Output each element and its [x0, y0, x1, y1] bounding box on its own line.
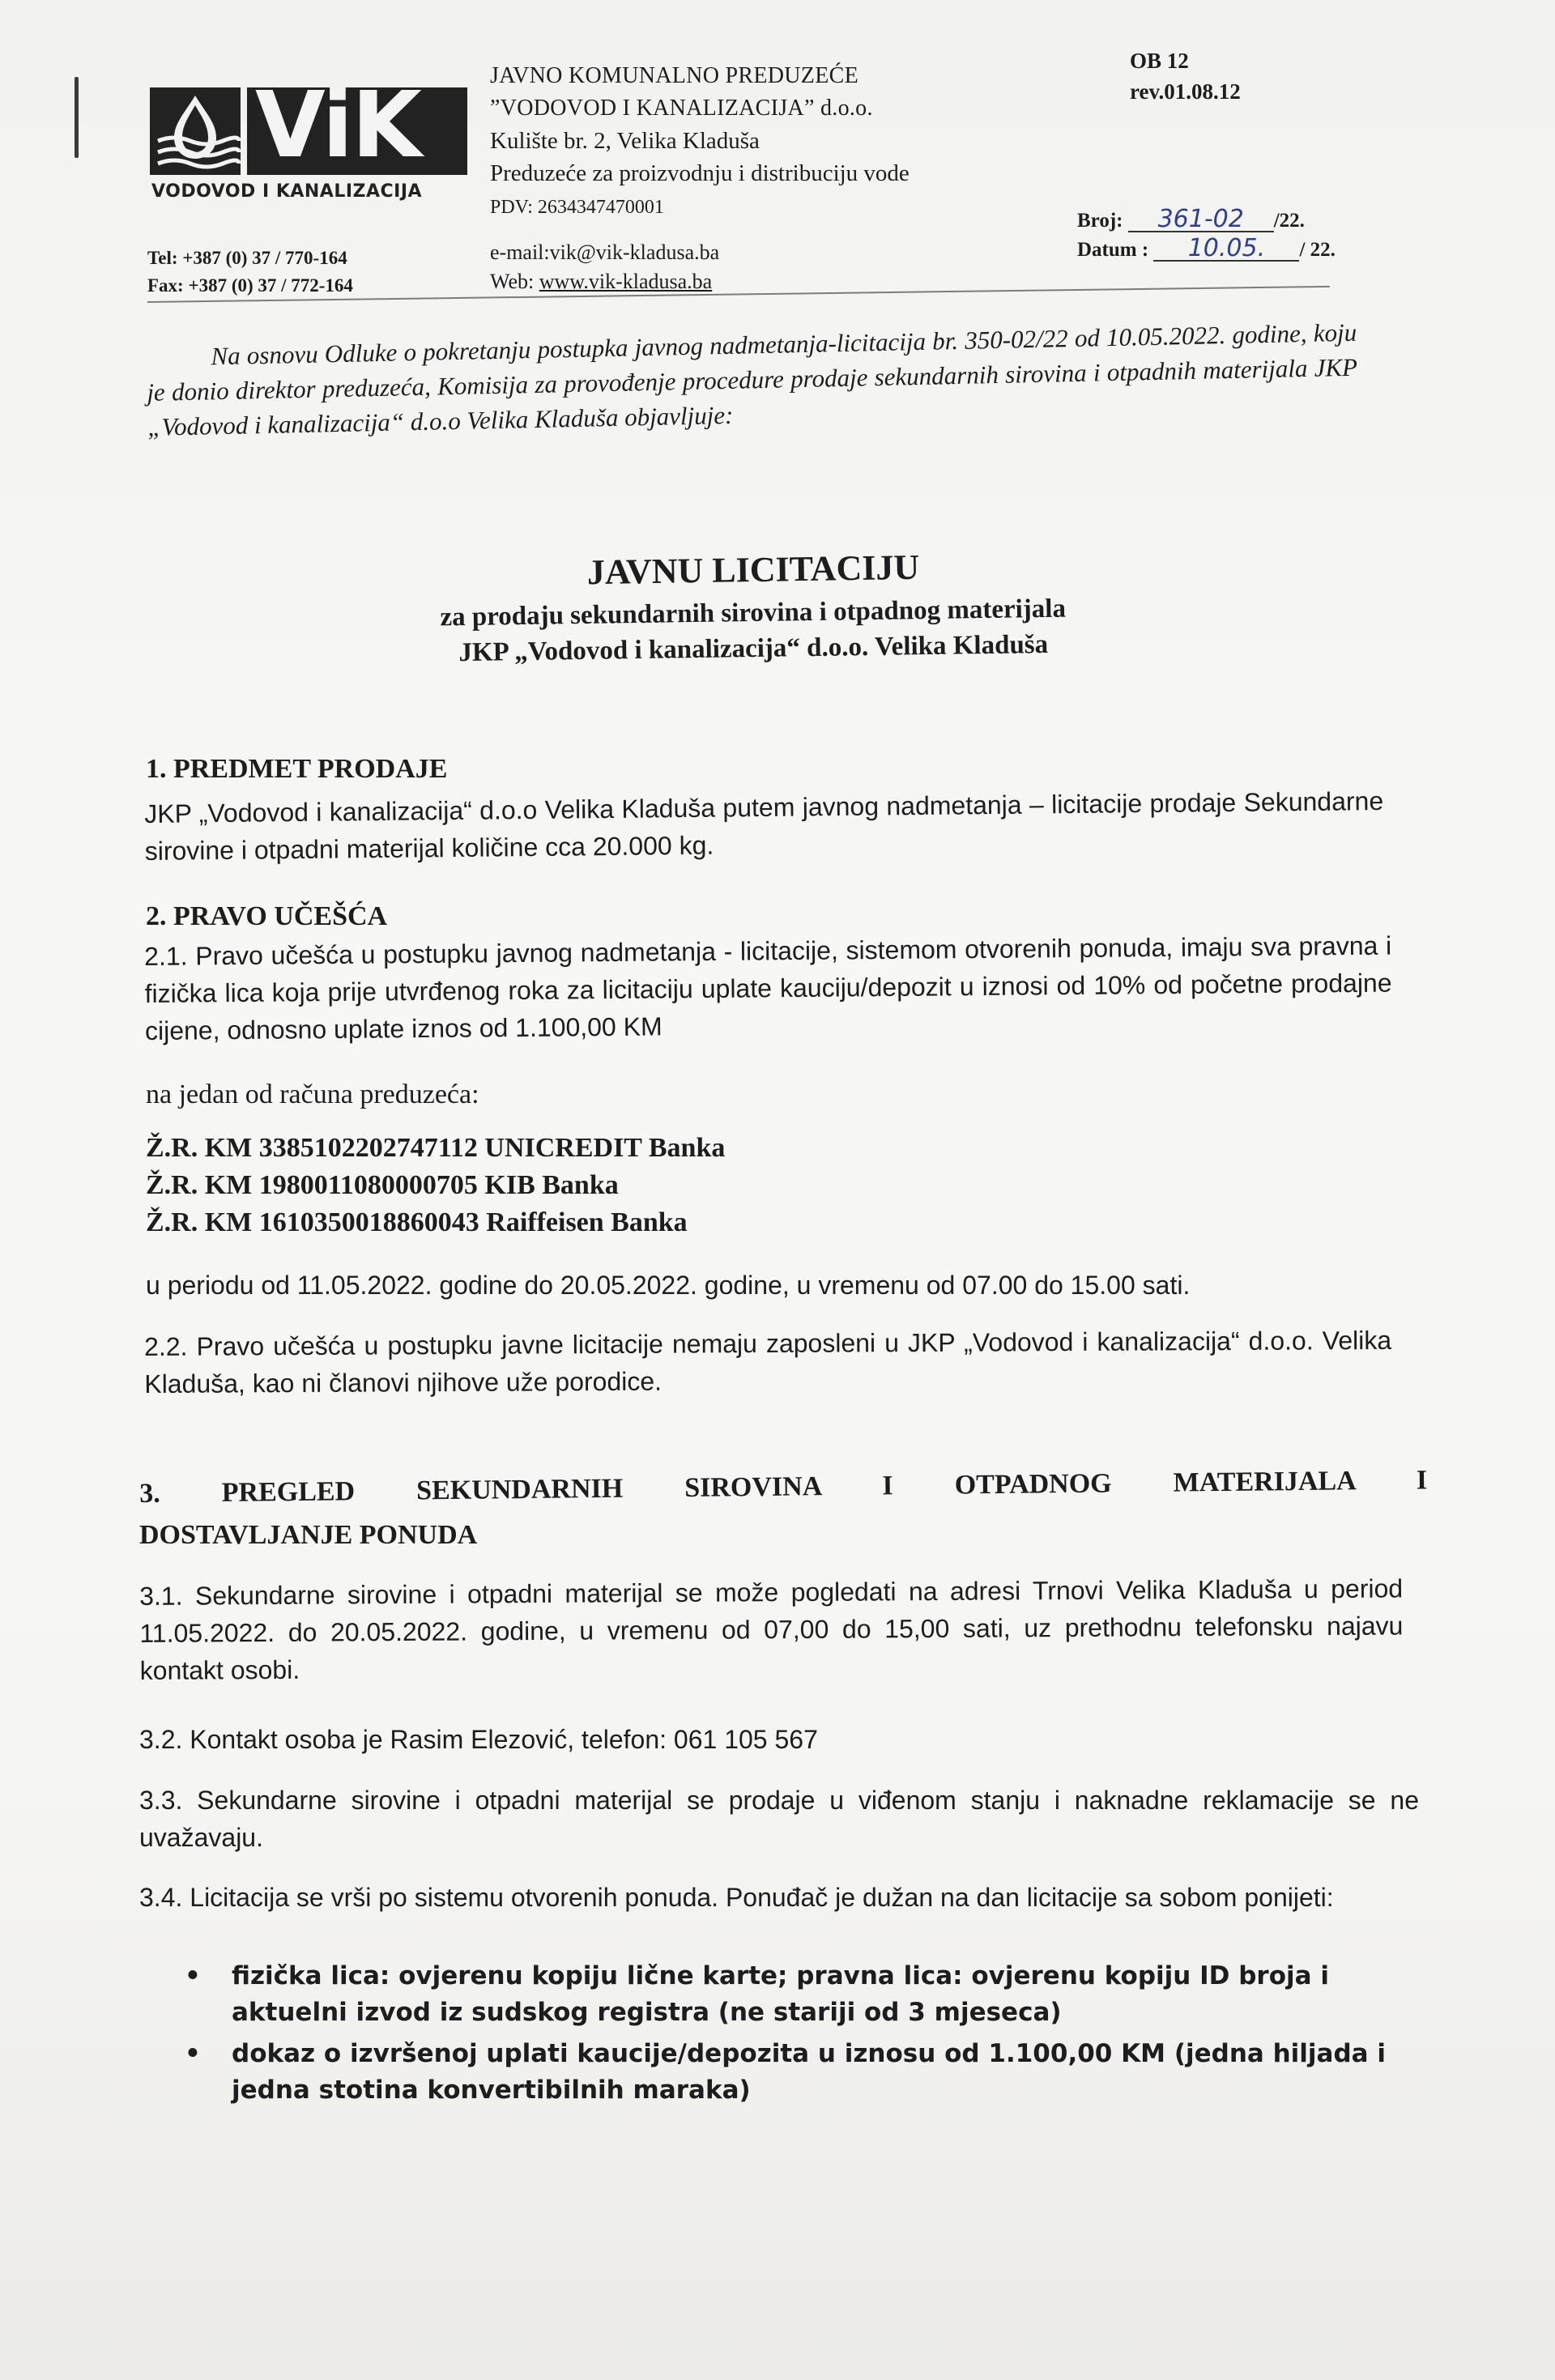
web-link[interactable]: www.vik-kladusa.ba: [539, 270, 713, 293]
document-subtitle: za prodaju sekundarnih sirovina i otpadnog materijala JKP „Vodovod i kanalizacija“ d.o.o. Velika Kladuša: [440, 594, 1067, 668]
form-revision: rev.01.08.12: [1130, 79, 1241, 104]
section-3-heading-line2: DOSTAVLJANJE PONUDA: [139, 1520, 478, 1550]
company-web: Web: www.vik-kladusa.ba: [490, 270, 713, 293]
list-item: • dokaz o izvršenoj uplati kaucije/depozita u iznosu od 1.100,00 KM (jedna hiljada i jedna stotina konvertibilnih maraka): [185, 2036, 1448, 2109]
company-contact: [490, 238, 910, 296]
account-unicredit: Ž.R. KM 3385102202747112 UNICREDIT Banka: [146, 1133, 726, 1163]
telephone: Tel: +387 (0) 37 / 770-164: [147, 248, 347, 268]
section-2-1-text: 2.1. Pravo učešća u postupku javnog nadmetanja - licitacije, sistemom otvorenih ponuda, imaju sva pravna i fizička lica koja prije utvrđenog roka za licitaciju uplate kauciju/depozit u iznosi od 10% od početne prodajne cijene, odnosno uplate iznos od 1.100,00 KM: [144, 930, 1392, 1045]
datum-line: Datum : 10.05. / 22.: [1077, 234, 1336, 262]
broj-handwritten: 361-02: [1128, 208, 1274, 232]
company-email: e-mail:vik@vik-kladusa.ba: [490, 241, 720, 264]
section-2-heading: 2. PRAVO UČEŠĆA: [146, 901, 388, 931]
form-code: OB 12: [1130, 49, 1189, 73]
list-item: • fizička lica: ovjerenu kopiju lične karte; pravna lica: ovjerenu kopiju ID broja i aktuelni izvod iz sudskog registra (ne stariji od 3 mjeseca): [185, 1958, 1448, 2031]
intro-paragraph: Na osnovu Odluke o pokretanju postupka javnog nadmetanja-licitacija br. 350-02/22 od 10.05.2022. godine, koju je donio direktor preduzeća, Komisija za provođenje procedure prodaje sekundarnih sirovina i otpadnih materijala JKP „Vodovod i kanalizacija“ d.o.o Velika Kladuša objavljuje:: [146, 317, 1358, 441]
company-pdv: PDV: 2634347470001: [490, 197, 664, 218]
company-info: [490, 60, 910, 296]
section-1-heading: 1. PREDMET PRODAJE: [146, 754, 448, 784]
form-code-block: [1130, 45, 1241, 107]
section-2-2-text: 2.2. Pravo učešća u postupku javne licitacije nemaju zaposleni u JKP „Vodovod i kanalizacija“ d.o.o. Velika Kladuša, kao ni članovi njihove uže porodice.: [144, 1325, 1392, 1399]
reference-block: [1077, 206, 1336, 265]
margin-mark: [75, 77, 79, 158]
section-3-2-text: 3.2. Kontakt osoba je Rasim Elezović, telefon: 061 105 567: [139, 1725, 818, 1754]
bullet-icon: •: [185, 2039, 201, 2068]
bullet-icon: •: [185, 1961, 201, 1990]
bank-accounts: [146, 1130, 725, 1241]
company-address: Kulište br. 2, Velika Kladuša: [490, 128, 760, 154]
required-documents-list: [185, 1958, 1448, 2114]
company-logo: [150, 73, 470, 202]
section-3-heading-line1: 3. PREGLED SEKUNDARNIH SIROVINA I OTPADNOG MATERIJALA I: [139, 1465, 1428, 1509]
section-3-3-text: 3.3. Sekundarne sirovine i otpadni materijal se prodaje u viđenom stanju i naknadne reklamacije se ne uvažavaju.: [139, 1786, 1419, 1852]
logo-wordmark: ViK: [247, 87, 467, 175]
broj-line: Broj: 361-02 /22.: [1077, 205, 1305, 233]
company-activity: Preduzeće za proizvodnju i distribuciju vode: [490, 160, 910, 186]
section-3-1-text: 3.1. Sekundarne sirovine i otpadni materijal se može pogledati na adresi Trnovi Velika Kladuša u period 11.05.2022. do 20.05.2022. godine, u vremenu od 07,00 do 15,00 sati, uz prethodnu telefonsku najavu kontakt osobi.: [139, 1573, 1404, 1685]
account-raiffeisen: Ž.R. KM 1610350018860043 Raiffeisen Banka: [146, 1207, 688, 1237]
document-title: JAVNU LICITACIJU: [586, 547, 920, 593]
phone-fax-block: [147, 245, 353, 300]
company-name-line2: ”VODOVOD I KANALIZACIJA” d.o.o.: [490, 96, 873, 121]
company-name-line1: JAVNO KOMUNALNO PREDUZEĆE: [490, 63, 858, 88]
section-1-text: JKP „Vodovod i kanalizacija“ d.o.o Velika Kladuša putem javnog nadmetanja – licitacije prodaje Sekundarne sirovine i otpadni materijal količine cca 20.000 kg.: [144, 786, 1384, 866]
section-3-4-text: 3.4. Licitacija se vrši po sistemu otvorenih ponuda. Ponuđač je dužan na dan licitacije sa sobom ponijeti:: [139, 1883, 1334, 1912]
water-drop-logo-icon: [150, 87, 241, 175]
account-kib: Ž.R. KM 1980011080000705 KIB Banka: [146, 1170, 619, 1200]
datum-handwritten: 10.05.: [1153, 237, 1299, 262]
accounts-intro: na jedan od računa preduzeća:: [146, 1079, 479, 1109]
fax: Fax: +387 (0) 37 / 772-164: [147, 275, 353, 296]
payment-period: u periodu od 11.05.2022. godine do 20.05.2022. godine, u vremenu od 07.00 do 15.00 sati.: [146, 1271, 1191, 1300]
logo-subtitle: VODOVOD I KANALIZACIJA: [151, 181, 423, 202]
